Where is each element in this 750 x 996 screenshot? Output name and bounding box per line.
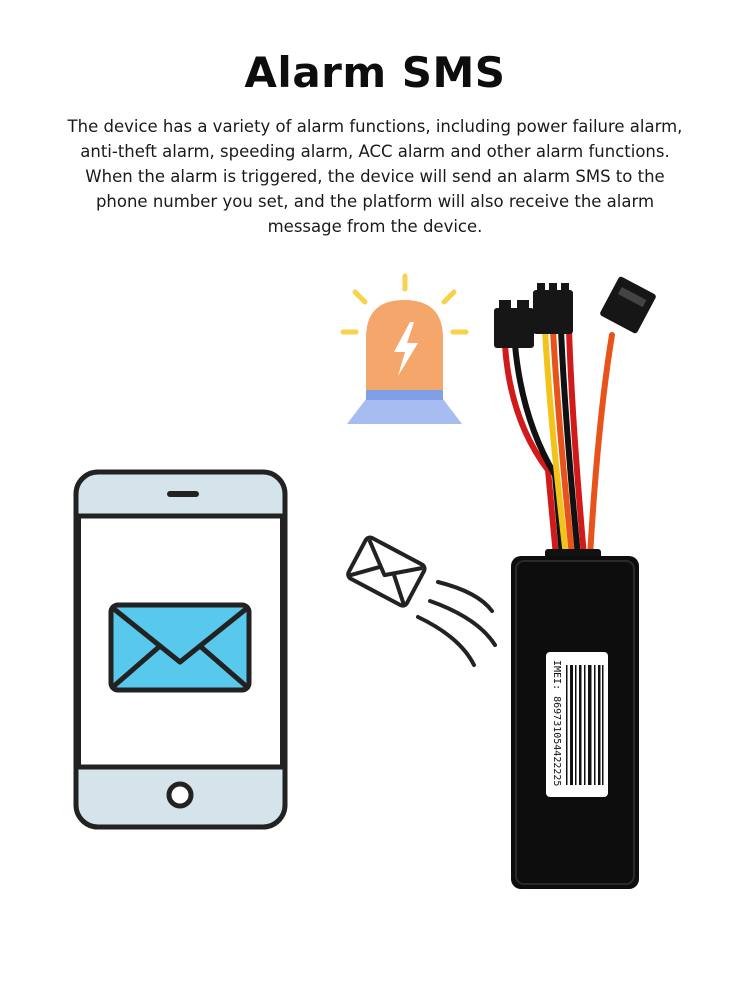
gps-tracker-device — [494, 276, 657, 889]
page-description: The device has a variety of alarm functions, including power failure alarm, anti-theft alarm, speeding alarm, ACC alarm and other alarm functions. When the alarm is triggered, the device will send an alarm SMS to the phone number you set, and the platform will also receive the alarm message from the device. — [67, 117, 683, 236]
smartphone-icon — [76, 472, 285, 827]
alarm-light-icon — [343, 276, 466, 424]
page-title: Alarm SMS — [244, 48, 506, 97]
imei-label: IMEI: 869731054422225 — [551, 660, 562, 787]
flying-envelope-icon — [346, 536, 495, 665]
envelope-icon — [111, 605, 249, 690]
